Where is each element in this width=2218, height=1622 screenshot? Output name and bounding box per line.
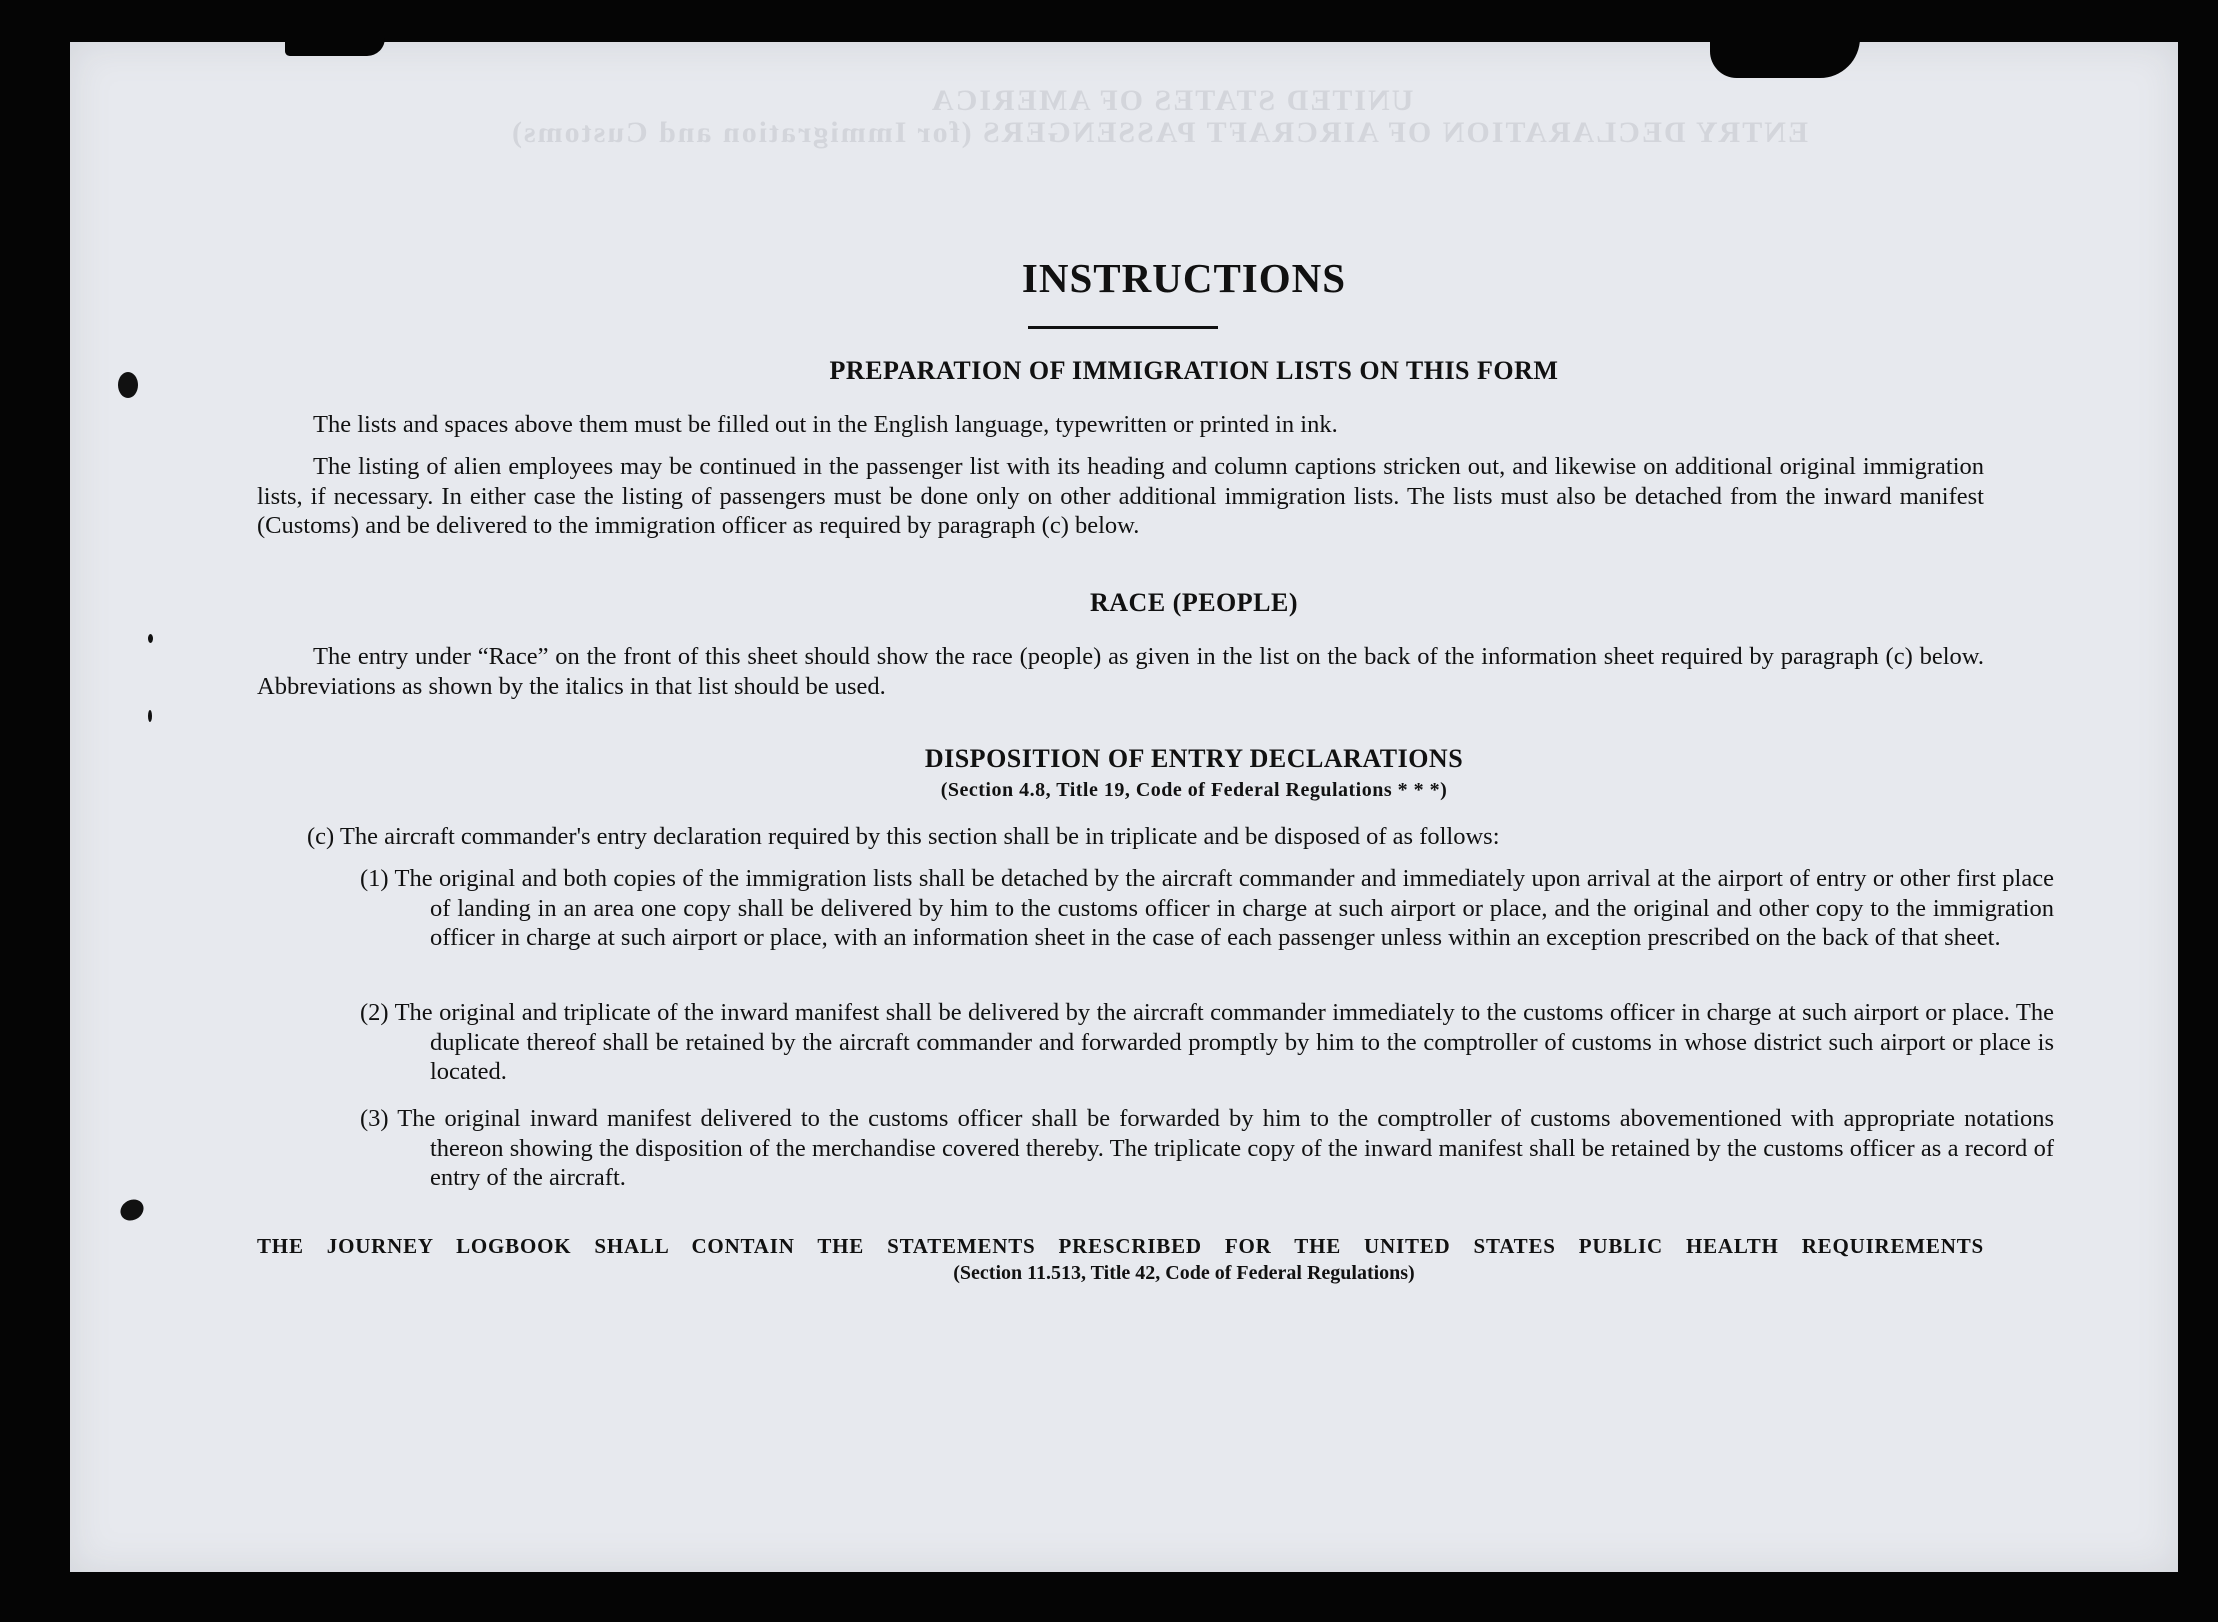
title-underline (1028, 326, 1218, 329)
bleedthrough-line-1: UNITED STATES OF AMERICA (930, 84, 1414, 117)
paragraph-race (257, 642, 1984, 701)
section-subheading-disposition: (Section 4.8, Title 19, Code of Federal Regulations * * *) (940, 779, 1448, 801)
footer-line: THE JOURNEY LOGBOOK SHALL CONTAIN THE STATEMENTS PRESCRIBED FOR THE UNITED STATES PUBLIC HEALTH REQUIREMENTS (257, 1234, 1984, 1258)
list-item-2: (2) The original and triplicate of the inward manifest shall be delivered by the aircraft commander immediately to the customs officer in charge at such airport or place. The duplicate thereof shall be retained by the aircraft commander and forwarded promptly by him to the comptroller of customs in whose district such airport or place is located. (360, 999, 2054, 1085)
bleedthrough-line-2: ENTRY DECLARATION OF AIRCRAFT PASSENGERS (for Immigration and Customs) (510, 116, 1808, 149)
instructions-content (70, 42, 2178, 1572)
paragraph-text: The lists and spaces above them must be filled out in the English language, typewritten or printed in ink. (313, 411, 1338, 438)
paragraph-preparation-2 (257, 452, 1984, 541)
section-heading-preparation: PREPARATION OF IMMIGRATION LISTS ON THIS FORM (829, 356, 1559, 385)
list-item-1: (1) The original and both copies of the immigration lists shall be detached by the aircraft commander and immediately upon arrival at the airport of entry or other first place of landing in an area one copy shall be delivered by him to the customs officer in charge at such airport or place, and the original and other copy to the immigration officer in charge at such airport or place, with an information sheet in the case of each passenger unless within an exception prescribed on the back of that sheet. (360, 865, 2054, 951)
paragraph-text: The listing of alien employees may be continued in the passenger list with its heading and column captions stricken out, and likewise on additional original immigration lists, if necessary. In either case the listing of passengers must be done only on other additional immigration lists. The lists must also be detached from the inward manifest (Customs) and be delivered to the immigration officer as required by paragraph (c) below. (257, 453, 1984, 539)
section-heading-race: RACE (PEOPLE) (1090, 588, 1298, 617)
footer-subline: (Section 11.513, Title 42, Code of Federal Regulations) (953, 1262, 1415, 1284)
page-title: INSTRUCTIONS (1021, 255, 1347, 301)
paragraph-text: The entry under “Race” on the front of this sheet should show the race (people) as given in the list on the back of the information sheet required by paragraph (c) below. Abbreviations as shown by the italics in that list should be used. (257, 643, 1984, 700)
section-heading-disposition: DISPOSITION OF ENTRY DECLARATIONS (924, 744, 1464, 773)
document-page (70, 42, 2178, 1572)
paragraph-text: (c) The aircraft commander's entry declaration required by this section shall be in triplicate and be disposed of as follows: (307, 823, 1500, 850)
paragraph-disposition-intro (257, 822, 1984, 852)
paragraph-preparation-1 (257, 410, 1984, 440)
list-item-3: (3) The original inward manifest delivered to the customs officer shall be forwarded by him to the comptroller of customs abovementioned with appropriate notations thereon showing the disposition of the merchandise covered thereby. The triplicate copy of the inward manifest shall be retained by the customs officer as a record of entry of the aircraft. (360, 1105, 2054, 1191)
